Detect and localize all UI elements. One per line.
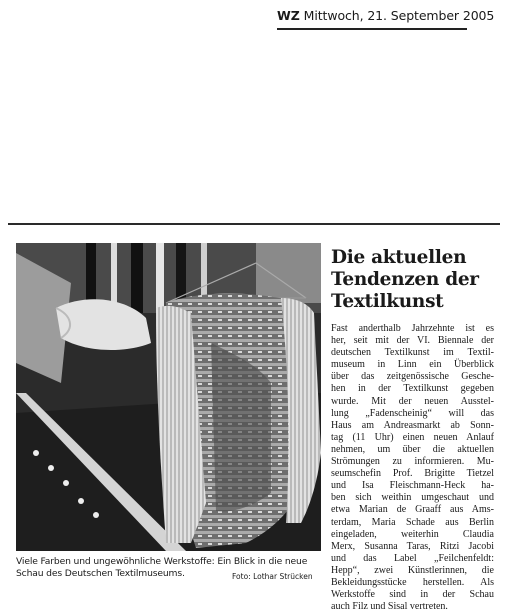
body-line: tag (11 Uhr) einen neuen Anlauf (331, 431, 494, 443)
body-line: und Isa Fleischmann-Heck ha- (331, 480, 494, 492)
headline-line: Die aktuellen (331, 247, 467, 268)
body-line: über das zeitgenössische Gesche- (331, 371, 494, 383)
body-line: Merx, Susanna Taras, Ritzi Jacobi (331, 540, 494, 552)
caption-line: Schau des Deutschen Textilmuseums. (16, 568, 185, 579)
body-line: Hepp“, zwei Künstlerinnen, die (331, 564, 494, 576)
headline-line: Textilkunst (331, 291, 444, 312)
body-line: nehmen, um über die aktuellen (331, 443, 494, 455)
article-body (331, 323, 494, 613)
page-header (277, 8, 495, 23)
body-line: wurde. Mit der neuen Ausstel- (331, 395, 494, 407)
body-line: etwa Marian de Graaff aus Ams- (331, 504, 494, 516)
article-top-rule (8, 223, 500, 225)
article-headline (331, 247, 491, 313)
body-line: hen in der Textilkunst gegeben (331, 383, 494, 395)
caption-line: Viele Farben und ungewöhnliche Werkstoffe: Ein Blick in die neue (16, 556, 308, 567)
body-line: eingeladen, weiterhin Claudia (331, 528, 494, 540)
body-line: und das Label „Feilchenfeldt: (331, 552, 494, 564)
body-line: seumschefin Prof. Brigitte Tietzel (331, 468, 494, 480)
body-line: Werkstoffe sind in der Schau (331, 589, 494, 601)
body-line: deutschen Textilkunst im Textil- (331, 347, 494, 359)
textile-exhibition-photo (16, 243, 321, 551)
body-line: Bekleidungsstücke herstellen. Als (331, 576, 494, 588)
body-line: ben sich weithin umgeschaut und (331, 492, 494, 504)
body-line: terdam, Maria Schade aus Berlin (331, 516, 494, 528)
body-line: Strömungen zu informieren. Mu- (331, 456, 494, 468)
photo-credit: Foto: Lothar Strücken (232, 572, 313, 581)
article-photo (16, 243, 321, 551)
body-line: her, seit mit der VI. Biennale der (331, 335, 494, 347)
headline-line: Tendenzen der (331, 269, 479, 290)
body-line: Haus am Andreasmarkt ab Sonn- (331, 419, 494, 431)
body-line: Fast anderthalb Jahrzehnte ist es (331, 323, 494, 334)
body-line: auch Filz und Sisal vertreten. (331, 601, 448, 613)
dateline: Mittwoch, 21. September 2005 (303, 8, 495, 23)
body-line: lung „Fadenscheinig“ will das (331, 407, 494, 419)
publication-logo: WZ (277, 8, 300, 23)
body-line: museum in Linn ein Überblick (331, 359, 494, 371)
header-rule (277, 28, 467, 30)
